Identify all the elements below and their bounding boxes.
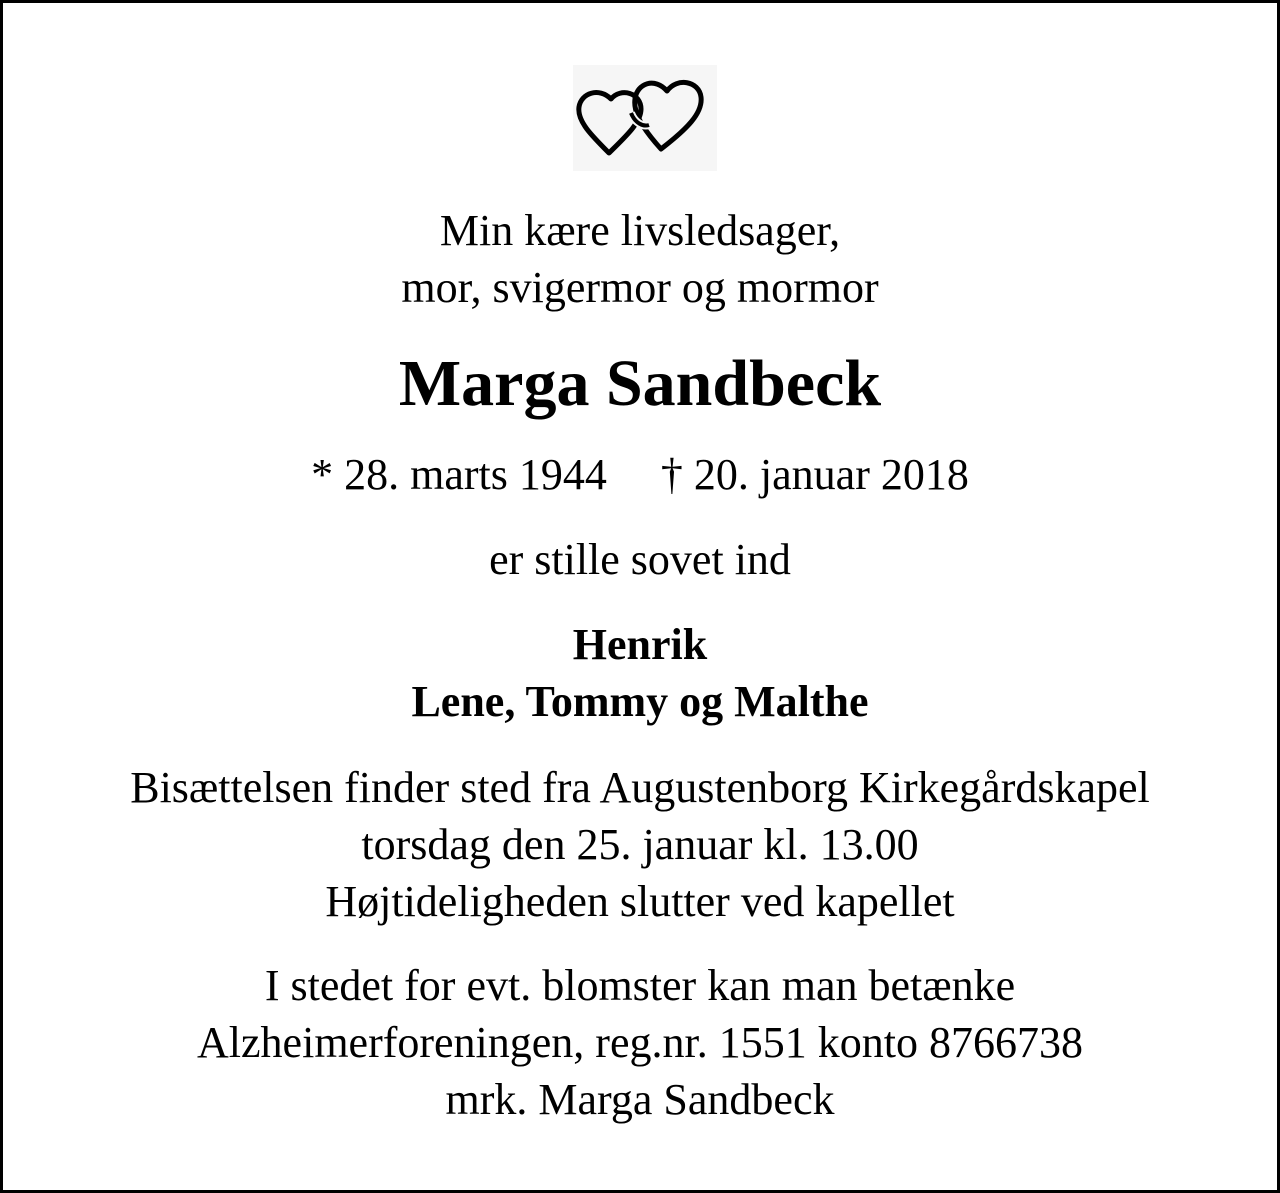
life-dates [3,450,1277,499]
deceased-name: Marga Sandbeck [398,347,882,420]
service-line-3: Højtideligheden slutter ved kapellet [325,877,955,926]
intro-line-1: Min kære livsledsager, [439,206,841,255]
donation-line-3: mrk. Marga Sandbeck [445,1075,835,1124]
service-line-1: Bisættelsen finder sted fra Augustenborg Kirkegårdskapel [130,763,1150,812]
intro-line-2: mor, svigermor og mormor [401,263,879,312]
family-line-2: Lene, Tommy og Malthe [411,677,869,726]
birth-date: * 28. marts 1944 [311,450,607,499]
passing-text: er stille sovet ind [489,535,791,584]
death-date: † 20. januar 2018 [660,450,969,499]
donation-line-2: Alzheimerforeningen, reg.nr. 1551 konto 8766738 [197,1018,1083,1067]
service-line-2: torsdag den 25. januar kl. 13.00 [361,820,919,869]
donation-line-1: I stedet for evt. blomster kan man betænke [264,961,1016,1010]
intertwined-hearts-icon [573,65,717,171]
family-line-1: Henrik [572,620,708,669]
